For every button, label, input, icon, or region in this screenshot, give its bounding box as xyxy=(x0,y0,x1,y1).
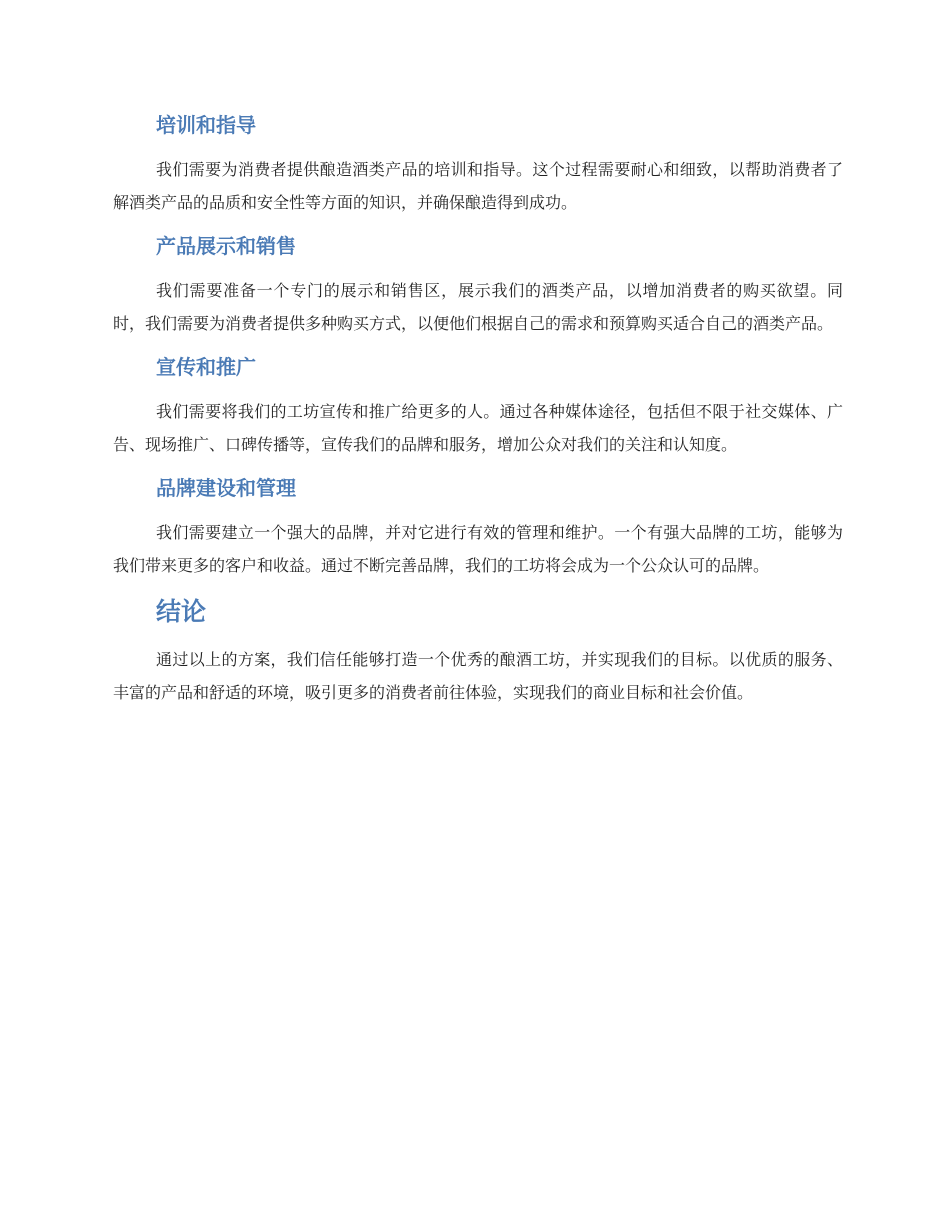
section-paragraph: 我们需要将我们的工坊宣传和推广给更多的人。通过各种媒体途径，包括但不限于社交媒体、广告、现场推广、口碑传播等，宣传我们的品牌和服务，增加公众对我们的关注和认知度。 xyxy=(113,402,843,454)
section-brand xyxy=(113,471,843,582)
section-product-display xyxy=(113,229,843,340)
section-conclusion xyxy=(113,592,843,709)
section-paragraph: 通过以上的方案，我们信任能够打造一个优秀的酿酒工坊，并实现我们的目标。以优质的服务、丰富的产品和舒适的环境，吸引更多的消费者前往体验，实现我们的商业目标和社会价值。 xyxy=(113,650,843,702)
section-heading: 产品展示和销售 xyxy=(156,234,296,258)
section-heading: 品牌建设和管理 xyxy=(156,476,296,500)
document-page xyxy=(113,108,843,719)
section-heading: 宣传和推广 xyxy=(156,355,256,379)
section-heading: 培训和指导 xyxy=(156,113,256,137)
section-training xyxy=(113,108,843,219)
section-paragraph: 我们需要准备一个专门的展示和销售区，展示我们的酒类产品，以增加消费者的购买欲望。同时，我们需要为消费者提供多种购买方式，以便他们根据自己的需求和预算购买适合自己的酒类产品。 xyxy=(113,281,843,333)
section-promotion xyxy=(113,350,843,461)
section-paragraph: 我们需要建立一个强大的品牌，并对它进行有效的管理和维护。一个有强大品牌的工坊，能够为我们带来更多的客户和收益。通过不断完善品牌，我们的工坊将会成为一个公众认可的品牌。 xyxy=(113,523,843,575)
section-paragraph: 我们需要为消费者提供酿造酒类产品的培训和指导。这个过程需要耐心和细致，以帮助消费者了解酒类产品的品质和安全性等方面的知识，并确保酿造得到成功。 xyxy=(113,160,843,212)
conclusion-heading: 结论 xyxy=(156,597,207,626)
